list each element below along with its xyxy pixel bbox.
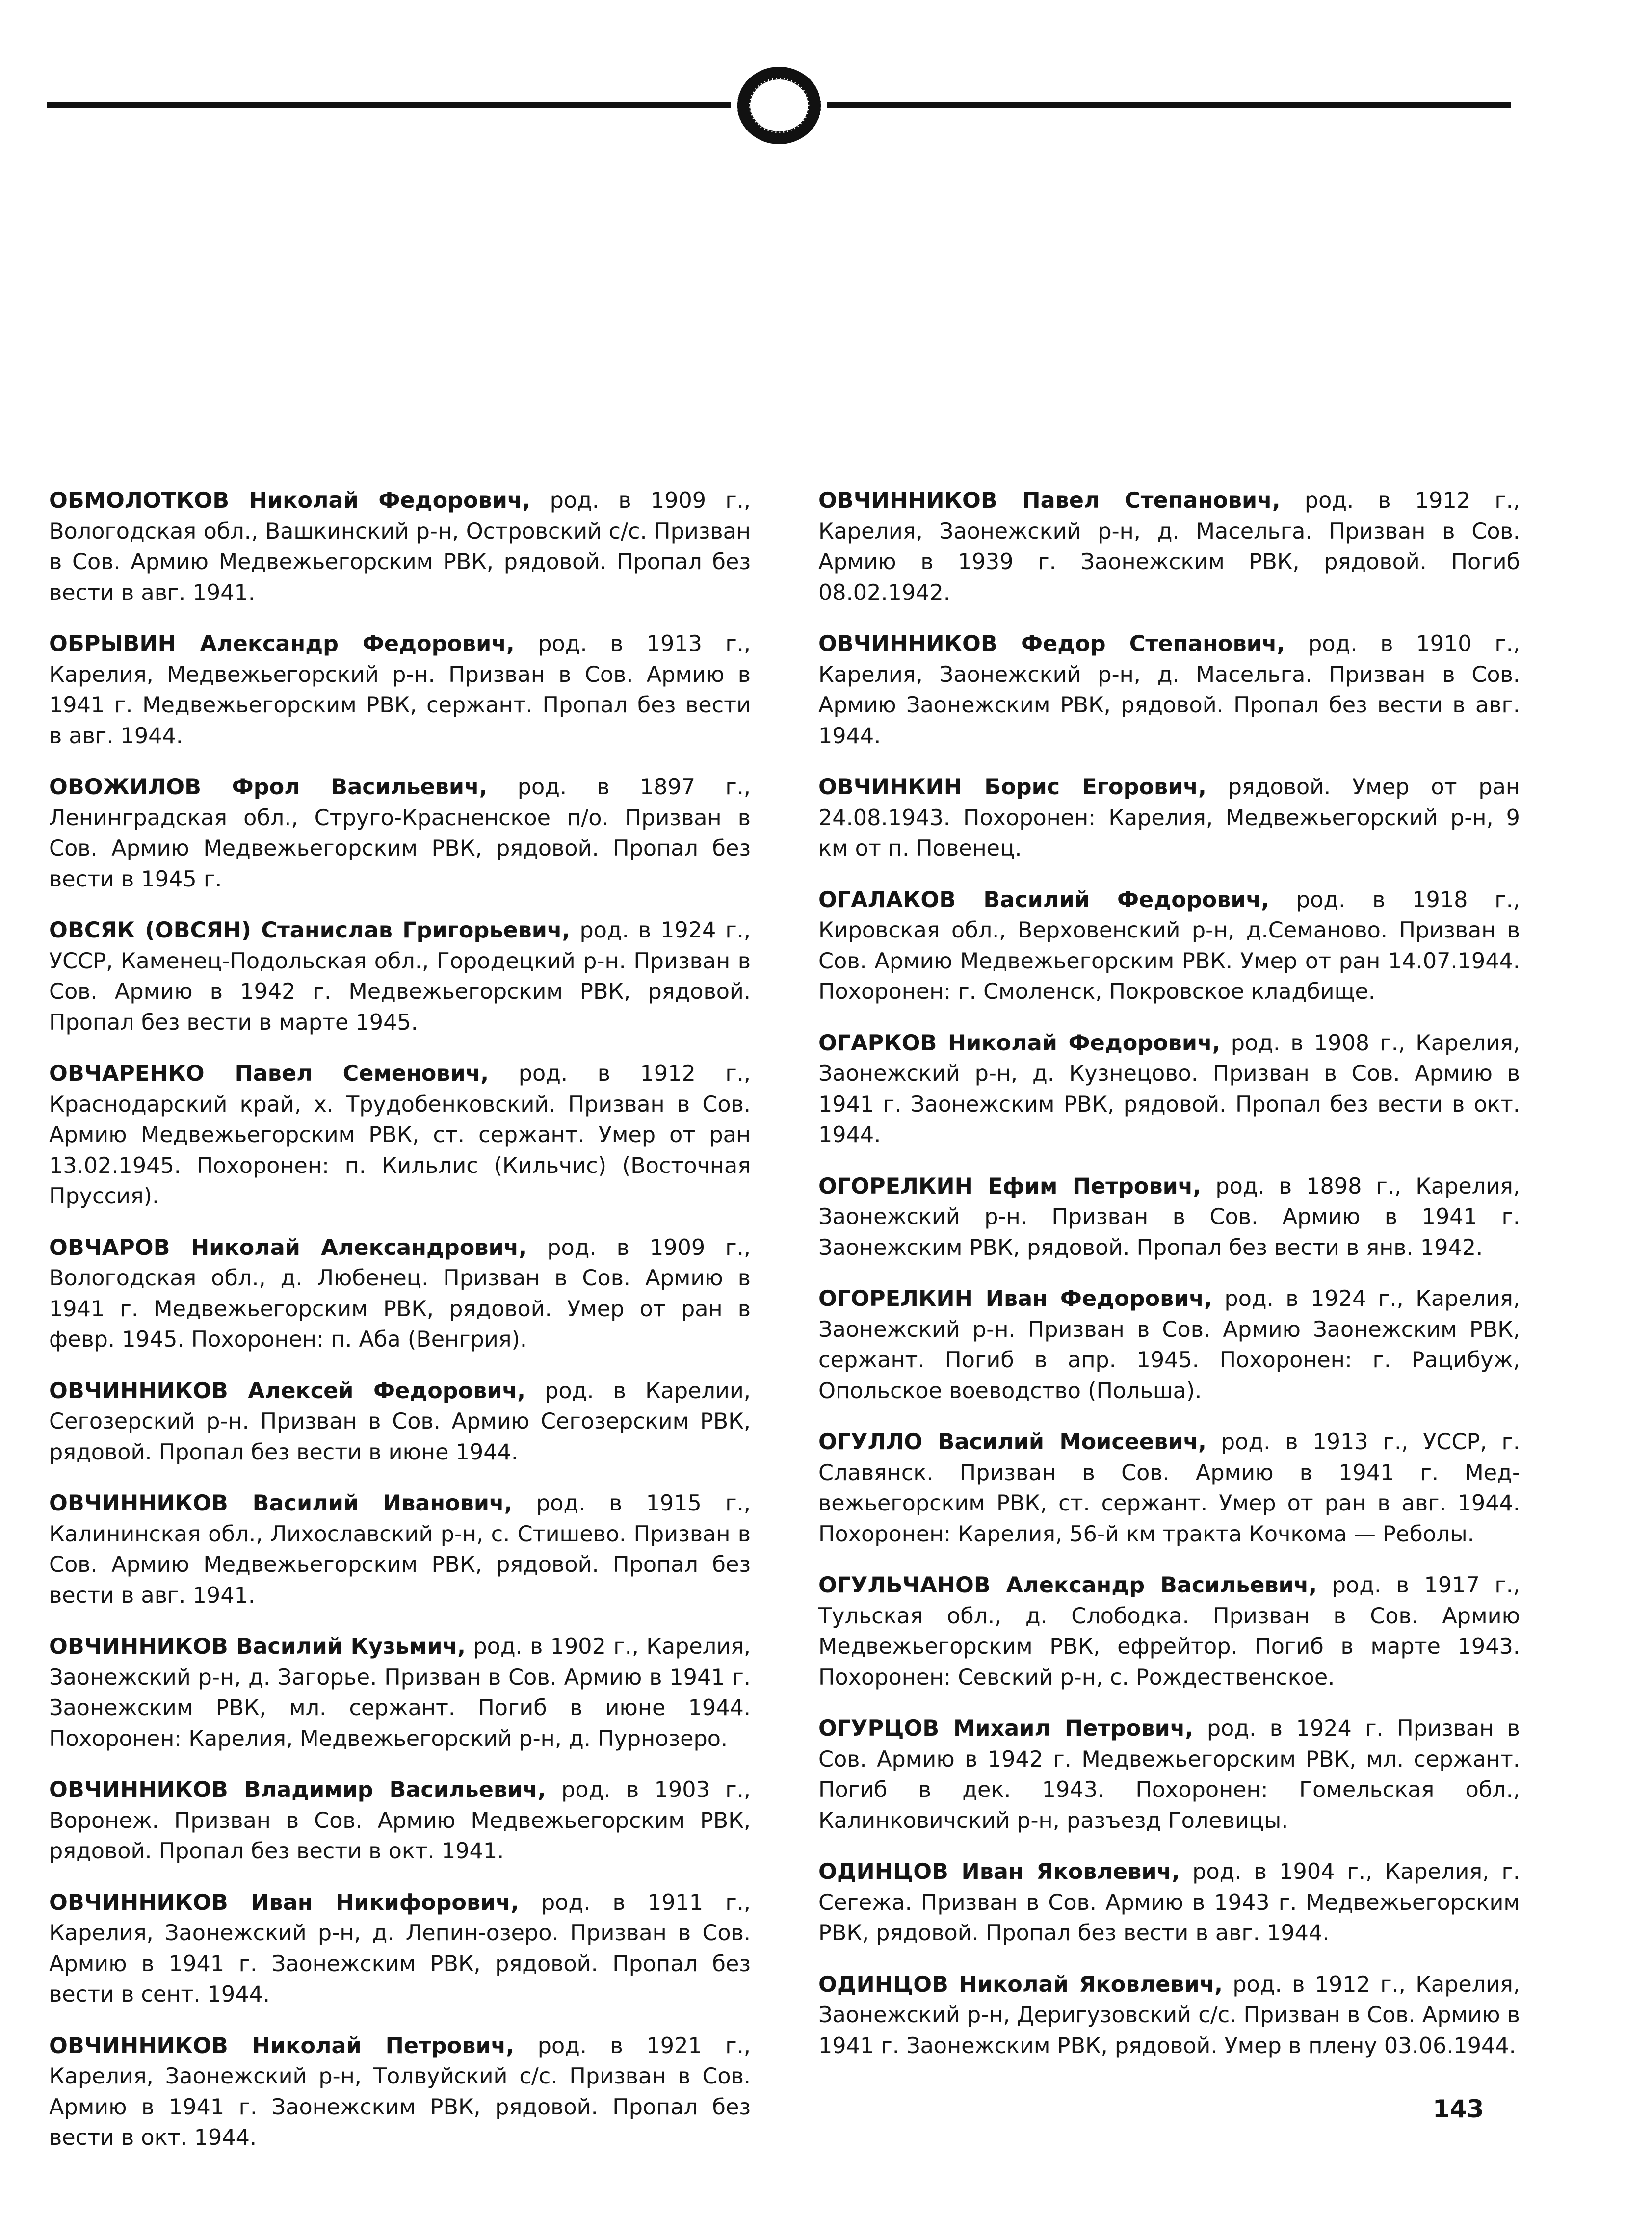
entry-name: ОВЧИННИКОВ Василий Иванович, [49,1491,513,1516]
entry [818,1028,1520,1151]
entry-text: род. в 1913 г., Карелия, Медвежьегорский р-н. Призван в Сов. Армию в 1941 г. Медвежьегорским РВК, сержант. Пропал без вести в авг. 1944. [49,631,751,749]
entry [818,1970,1520,2062]
entry-name: ОГАРКОВ Николай Федорович, [818,1030,1221,1056]
entry-text: род. в 1918 г., Кировская обл., Верховенский р-н, д.Семаново. Призван в Сов. Армию Медвежьегорским РВК. Умер от ран 14.07.1944. Похоронен: г. Смоленск, Покровское кладбище. [818,887,1520,1004]
entry [818,885,1520,1008]
entry-name: ОВЧИННИКОВ Владимир Васильевич, [49,1777,546,1802]
entry [818,1427,1520,1550]
entry [49,2031,751,2154]
entry [818,1714,1520,1836]
entry-name: ОВЧАРЕНКО Павел Семенович, [49,1061,489,1086]
entry [49,1888,751,2010]
entry-name: ОВЧИННИКОВ Павел Степанович, [818,488,1281,513]
entry [818,1172,1520,1264]
entry-text: род. в Карелии, Сегозерский р-н. Призван в Сов. Армию Сегозерским РВК, рядовой. Пропал без вести в июне 1944. [49,1378,751,1465]
entry [49,1632,751,1754]
ring-ornament-icon [733,66,826,145]
entry-name: ОВЧИННИКОВ Николай Петрович, [49,2033,515,2058]
entry-name: ОДИНЦОВ Иван Яковлевич, [818,1859,1180,1884]
entry-text: род. в 1921 г., Карелия, Заонежский р-н, Толвуйский с/с. Призван в Сов. Армию в 1941 г. Заонежским РВК, рядовой. Пропал без вести в окт. 1944. [49,2033,751,2150]
entry-name: ОВЧИННИКОВ Василий Кузьмич, [49,1634,466,1659]
entry-text: род. в 1913 г., УССР, г. Славянск. Призван в Сов. Армию в 1941 г. Медвежьегорским РВК, ст. сержант. Умер от ран в авг. 1944. Похоронен: Карелия, 56-й км тракта Кочкома — Реболы. [818,1430,1520,1547]
entry-name: ОВЧИННИКОВ Иван Никифорович, [49,1890,519,1915]
entry-name: ОВЧАРОВ Николай Александрович, [49,1235,527,1260]
right-column [818,486,1520,2082]
entry-text: род. в 1924 г. Призван в Сов. Армию в 1942 г. Медвежьегорским РВК, мл. сержант. Погиб в дек. 1943. Похоронен: Гомельская обл., Калинковичский р-н, разъезд Голевицы. [818,1716,1520,1833]
entry [49,1059,751,1212]
entry-name: ОБРЫВИН Александр Федорович, [49,631,515,656]
header-rule-right [827,102,1511,108]
entry [818,1857,1520,1949]
entry [818,1570,1520,1693]
entry-text: рядовой. Умер от ран 24.08.1943. Похоронен: Карелия, Медвежьегорский р-н, 9 км от п. Повенец. [818,775,1520,861]
entry-name: ОГОРЕЛКИН Ефим Петрович, [818,1173,1202,1199]
entry [49,486,751,608]
entry [49,1488,751,1611]
entry-text: род. в 1924 г., УССР, Каменец-Подольская обл., Городецкий р-н. Призван в Сов. Армию в 1942 г. Медвежьегорским РВК, рядовой. Пропал без вести в марте 1945. [49,918,751,1035]
entry-text: род. в 1910 г., Карелия, Заонежский р-н, д. Масельга. Призван в Сов. Армию Заонежским РВК, рядовой. Пропал без вести в авг. 1944. [818,631,1520,749]
entry-name: ОВСЯК (ОВСЯН) Станислав Григорьевич, [49,918,571,943]
header-ornament [47,66,1511,145]
entry [49,1233,751,1355]
entry-text: род. в 1897 г., Ленинградская обл., Струго-Красненское п/о. Призван в Сов. Армию Медвежьегорским РВК, рядовой. Пропал без вести в 1945 г. [49,775,751,892]
entry-text: род. в 1909 г., Вологодская обл., д. Любенец. Призван в Сов. Армию в 1941 г. Медвежьегорским РВК, рядовой. Умер от ран в февр. 1945. Похоронен: п. Аба (Венгрия). [49,1235,751,1352]
entry-text: род. в 1908 г., Карелия, Заонежский р-н, д. Кузнецово. Призван в Сов. Армию в 1941 г. Заонежским РВК, рядовой. Пропал без вести в окт. 1944. [818,1030,1520,1147]
entry-name: ОГУЛЛО Василий Моисеевич, [818,1430,1206,1455]
entry [49,772,751,895]
entry [818,629,1520,752]
entry-text: род. в 1909 г., Вологодская обл., Вашкинский р-н, Островский с/с. Призван в Сов. Армию Медвежьегорским РВК, рядовой. Пропал без вести в авг. 1941. [49,488,751,605]
entry [49,629,751,752]
left-column [49,486,751,2174]
entry-name: ОВЧИННИКОВ Федор Степанович, [818,631,1285,656]
entry-name: ОДИНЦОВ Николай Яковлевич, [818,1972,1223,1997]
entry [49,1775,751,1867]
entry-text: род. в 1915 г., Калининская обл., Лихославский р-н, с. Стишево. Призван в Сов. Армию Медвежьегорским РВК, рядовой. Пропал без вести в авг. 1941. [49,1491,751,1608]
entry-name: ОГУРЦОВ Михаил Петрович, [818,1716,1194,1741]
entry-name: ОВОЖИЛОВ Фрол Васильевич, [49,775,488,800]
entry-text: род. в 1903 г., Воронеж. Призван в Сов. Армию Медвежьегорским РВК, рядовой. Пропал без вести в окт. 1941. [49,1777,751,1864]
entry-text: род. в 1917 г., Тульская обл., д. Слободка. Призван в Сов. Армию Медвежьегорским РВК, ефрейтор. Погиб в марте 1943. Похоронен: Севский р-н, с. Рождественское. [818,1573,1520,1690]
entry-text: род. в 1911 г., Карелия, Заонежский р-н, д. Лепин-озеро. Призван в Сов. Армию в 1941 г. Заонежским РВК, рядовой. Пропал без вести в сент. 1944. [49,1890,751,2007]
entry-text: род. в 1898 г., Карелия, Заонежский р-н. Призван в Сов. Армию в 1941 г. Заонежским РВК, рядовой. Пропал без вести в янв. 1942. [818,1173,1520,1260]
entry-text: род. в 1902 г., Карелия, Заонежский р-н, д. Загорье. Призван в Сов. Армию в 1941 г. Заонежским РВК, мл. сержант. Погиб в июне 1944. Похоронен: Карелия, Медвежьегорский р-н, д. Пурнозеро. [49,1634,751,1751]
entry [818,772,1520,864]
header-rule-left [47,102,731,108]
page-number: 143 [1433,2095,1484,2123]
entry-text: род. в 1912 г., Краснодарский край, х. Трудобенковский. Призван в Сов. Армию Медвежьегорским РВК, ст. сержант. Умер от ран 13.02.1945. Похоронен: п. Кильлис (Кильчис) (Восточная Пруссия). [49,1061,751,1209]
entry-name: ОВЧИНКИН Борис Егорович, [818,775,1206,800]
entry [818,486,1520,608]
entry-text: род. в 1924 г., Карелия, Заонежский р-н. Призван в Сов. Армию Заонежским РВК, сержант. Погиб в апр. 1945. Похоронен: г. Рацибуж, Опольское воеводство (Польша). [818,1286,1520,1404]
entry-name: ОГУЛЬЧАНОВ Александр Васильевич, [818,1573,1317,1598]
entry-name: ОГОРЕЛКИН Иван Федорович, [818,1286,1212,1311]
entry-name: ОВЧИННИКОВ Алексей Федорович, [49,1378,525,1404]
entry-text: род. в 1912 г., Карелия, Заонежский р-н, д. Масельга. Призван в Сов. Армию в 1939 г. Заонежским РВК, рядовой. Погиб 08.02.1942. [818,488,1520,605]
entry-text: род. в 1912 г., Карелия, Заонежский р-н, Деригузовский с/с. Призван в Сов. Армию в 1941 г. Заонежским РВК, рядовой. Умер в плену 03.06.1944. [818,1972,1520,2058]
entry [49,915,751,1038]
entry-name: ОБМОЛОТКОВ Николай Федорович, [49,488,531,513]
entry [49,1376,751,1468]
entry-text: род. в 1904 г., Карелия, г. Сегежа. Призван в Сов. Армию в 1943 г. Медвежьегорским РВК, рядовой. Пропал без вести в авг. 1944. [818,1859,1520,1946]
entry-name: ОГАЛАКОВ Василий Федорович, [818,887,1270,912]
entry [818,1284,1520,1406]
